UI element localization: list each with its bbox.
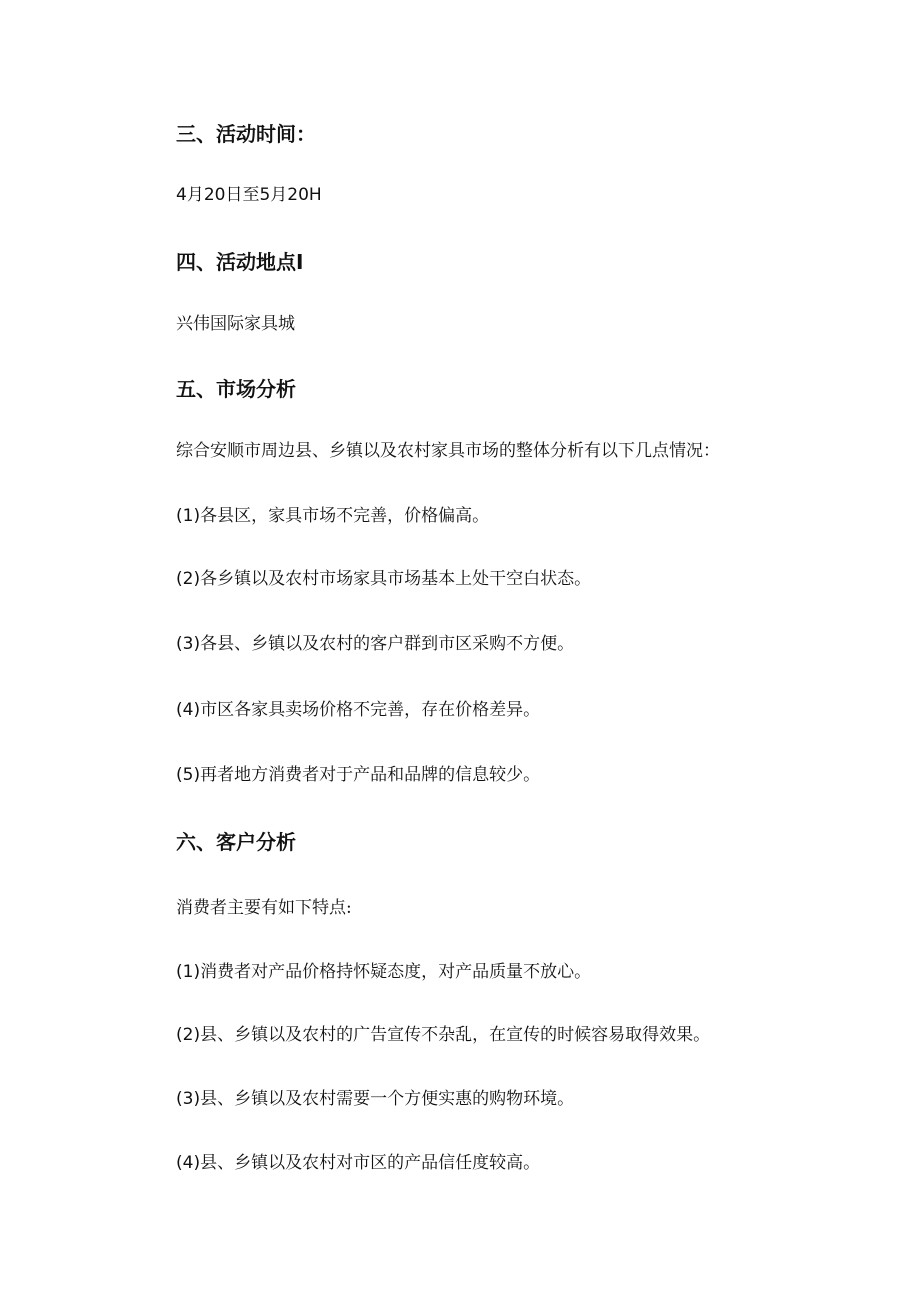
activity-time-text: 4月20日至5月20H (176, 185, 322, 205)
customer-item-number: (2) (176, 1025, 201, 1045)
customer-item-number: (1) (176, 962, 201, 982)
market-item-number: (5) (176, 765, 201, 785)
market-item-text: 再者地方消费者对于产品和品牌的信息较少。 (200, 765, 541, 785)
market-item-number: (2) (176, 569, 201, 589)
customer-item (176, 964, 591, 981)
market-item (176, 767, 540, 784)
section-heading-time: 三、活动时间： (176, 122, 316, 146)
customer-item-number: (3) (176, 1089, 201, 1109)
customer-item (176, 1155, 540, 1172)
activity-location-text: 兴伟国际家具城 (176, 314, 295, 334)
customer-item-text: 县、乡镇以及农村对市区的产品信任度较高。 (200, 1153, 541, 1173)
customer-intro: 消费者主要有如下特点: (176, 898, 352, 918)
market-item-number: (3) (176, 634, 201, 654)
customer-item-number: (4) (176, 1153, 201, 1173)
market-item-text: 各乡镇以及农村市场家具市场基本上处干空白状态。 (200, 569, 592, 589)
customer-item-text: 县、乡镇以及农村的广告宣传不杂乱，在宣传的时候容易取得效果。 (200, 1025, 711, 1045)
market-item-number: (4) (176, 700, 201, 720)
market-item (176, 702, 540, 719)
market-item-text: 各县、乡镇以及农村的客户群到市区采购不方便。 (200, 634, 575, 654)
section-heading-location: 四、活动地点I (176, 250, 304, 274)
section-heading-customer: 六、客户分析 (176, 830, 296, 854)
market-item (176, 508, 489, 525)
customer-item (176, 1027, 710, 1044)
section-heading-market: 五、市场分析 (176, 377, 296, 401)
customer-item-text: 县、乡镇以及农村需要一个方便实惠的购物环境。 (200, 1089, 575, 1109)
market-item-text: 市区各家具卖场价格不完善，存在价格差异。 (200, 700, 541, 720)
market-item (176, 571, 591, 588)
market-intro: 综合安顺市周边县、乡镇以及农村家具市场的整体分析有以下几点情况： (176, 441, 720, 461)
customer-item-text: 消费者对产品价格持怀疑态度，对产品质量不放心。 (200, 962, 592, 982)
market-item-number: (1) (176, 506, 201, 526)
market-item-text: 各县区，家具市场不完善，价格偏高。 (200, 506, 490, 526)
market-item (176, 636, 574, 653)
customer-item (176, 1091, 574, 1108)
